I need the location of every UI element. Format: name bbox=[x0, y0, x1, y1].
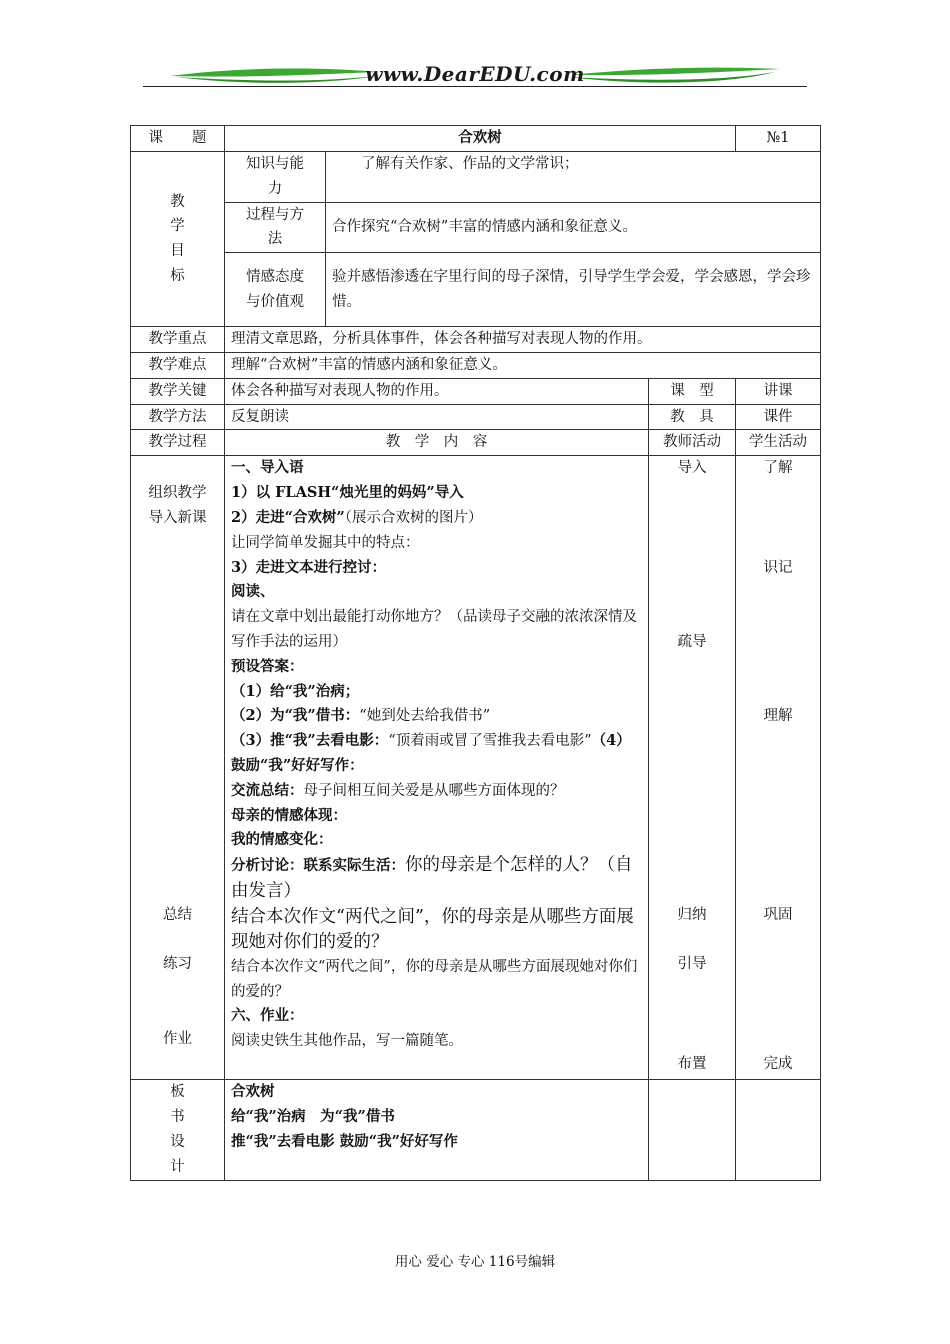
board-label: 板 书 设 计 bbox=[131, 1080, 225, 1180]
content-line: 阅读、 bbox=[231, 583, 275, 601]
method-text: 反复朗读 bbox=[225, 404, 649, 430]
process-label: 教学过程 bbox=[131, 430, 225, 456]
process-body-row bbox=[131, 456, 821, 1080]
content-line: 结合本次作文“两代之间”，你的母亲是从哪些方面展现她对你们的爱的？ bbox=[231, 906, 634, 952]
objective-row-emotion bbox=[131, 253, 821, 327]
content-line: 结合本次作文“两代之间”，你的母亲是从哪些方面展现她对你们的爱的？ bbox=[231, 958, 638, 1000]
teacher-activity: 疏导 bbox=[677, 633, 707, 650]
student-activity: 理解 bbox=[763, 708, 793, 725]
lesson-plan-table bbox=[130, 125, 821, 1181]
stage-intro-1: 组织教学 bbox=[148, 485, 207, 502]
objective-label-knowledge: 知识与能 力 bbox=[225, 152, 326, 203]
lesson-number: №1 bbox=[736, 126, 821, 152]
stage-summary: 总结 bbox=[163, 906, 192, 923]
teacher-activity: 引导 bbox=[677, 956, 707, 973]
board-student-empty bbox=[736, 1080, 821, 1180]
content-line: 分析讨论：联系实际生活：你的母亲是个怎样的人？（自由发言） bbox=[231, 855, 633, 901]
objective-row-process bbox=[131, 202, 821, 253]
objective-label-emotion: 情感态度 与价值观 bbox=[225, 253, 326, 327]
page-footer: 用心 爱心 专心 116号编辑 bbox=[394, 1254, 556, 1270]
content-line: 1）以 FLASH“烛光里的妈妈”导入 bbox=[231, 484, 464, 502]
objective-text-process: 合作探究“合欢树”丰富的情感内涵和象征意义。 bbox=[326, 202, 821, 253]
content-line: 母亲的情感体现： bbox=[231, 806, 347, 824]
key-point-row bbox=[131, 327, 821, 353]
process-header-row bbox=[131, 430, 821, 456]
content-line: 交流总结：母子间相互间关爱是从哪些方面体现的？ bbox=[231, 781, 565, 799]
lesson-type-value: 讲课 bbox=[736, 378, 821, 404]
objective-text-emotion: 验并感悟渗透在字里行间的母子深情，引导学生学会爱，学会感恩，学会珍惜。 bbox=[326, 253, 821, 327]
crux-text: 体会各种描写对表现人物的作用。 bbox=[225, 378, 649, 404]
board-content bbox=[225, 1080, 649, 1180]
content-line: 请在文章中划出最能打动你地方？（品读母子交融的浓浓深情及写作手法的运用） bbox=[231, 609, 637, 650]
teacher-activities bbox=[649, 456, 736, 1080]
topic-label: 课 题 bbox=[131, 126, 225, 152]
content-line: 3）走进文本进行控讨： bbox=[231, 558, 387, 576]
content-line: （2）为“我”借书：“她到处去给我借书” bbox=[231, 707, 491, 725]
method-row bbox=[131, 404, 821, 430]
difficulty-row bbox=[131, 352, 821, 378]
stage-practice: 练习 bbox=[163, 956, 192, 973]
teacher-activity-header: 教师活动 bbox=[649, 430, 736, 456]
content-line: 六、作业： bbox=[231, 1007, 304, 1025]
objectives-label: 教 学 目 标 bbox=[131, 152, 225, 327]
objective-row-knowledge bbox=[131, 152, 821, 203]
student-activity-header: 学生活动 bbox=[736, 430, 821, 456]
student-activity: 巩固 bbox=[763, 906, 793, 923]
content-line: 一、导入语 bbox=[231, 459, 304, 477]
board-line: 合欢树 bbox=[231, 1083, 275, 1101]
process-content bbox=[225, 456, 649, 1080]
content-line: 我的情感变化： bbox=[231, 831, 333, 849]
logo-text: www.DearEDU.com bbox=[365, 62, 585, 86]
tools-label: 教 具 bbox=[649, 404, 736, 430]
student-activity: 识记 bbox=[763, 559, 793, 576]
board-design-row bbox=[131, 1080, 821, 1180]
stage-intro-2: 导入新课 bbox=[148, 509, 207, 526]
content-line: 预设答案： bbox=[231, 657, 304, 675]
difficulty-label: 教学难点 bbox=[131, 352, 225, 378]
student-activity: 完成 bbox=[763, 1055, 793, 1072]
process-stages bbox=[131, 456, 225, 1080]
teacher-activity: 导入 bbox=[677, 460, 707, 477]
objective-text-knowledge: 了解有关作家、作品的文学常识； bbox=[326, 152, 821, 203]
content-line: （3）推“我”去看电影：“顶着雨或冒了雪推我去看电影”（4）鼓励“我”好好写作： bbox=[231, 732, 631, 774]
tools-value: 课件 bbox=[736, 404, 821, 430]
objective-label-process: 过程与方 法 bbox=[225, 202, 326, 253]
key-point-text: 理清文章思路，分析具体事件，体会各种描写对表现人物的作用。 bbox=[225, 327, 821, 353]
crux-row bbox=[131, 378, 821, 404]
content-line: 阅读史铁生其他作品，写一篇随笔。 bbox=[231, 1033, 463, 1050]
teacher-activity: 布置 bbox=[677, 1055, 707, 1072]
content-line: 2）走进“合欢树”（展示合欢树的图片） bbox=[231, 508, 483, 526]
content-line: （1）给“我”治病； bbox=[231, 682, 360, 700]
difficulty-text: 理解“合欢树”丰富的情感内涵和象征意义。 bbox=[225, 352, 821, 378]
board-line: 推“我”去看电影 鼓励“我”好好写作 bbox=[231, 1132, 458, 1150]
key-point-label: 教学重点 bbox=[131, 327, 225, 353]
method-label: 教学方法 bbox=[131, 404, 225, 430]
board-teacher-empty bbox=[649, 1080, 736, 1180]
stage-homework: 作业 bbox=[163, 1030, 192, 1047]
lesson-type-label: 课 型 bbox=[649, 378, 736, 404]
crux-label: 教学关键 bbox=[131, 378, 225, 404]
content-line: 让同学简单发掘其中的特点： bbox=[231, 534, 420, 551]
student-activities bbox=[736, 456, 821, 1080]
teacher-activity: 归纳 bbox=[677, 906, 707, 923]
header-rule bbox=[143, 86, 807, 87]
site-logo bbox=[140, 60, 810, 92]
topic-row bbox=[131, 126, 821, 152]
content-header: 教 学 内 容 bbox=[225, 430, 649, 456]
topic-title: 合欢树 bbox=[225, 126, 736, 152]
student-activity: 了解 bbox=[763, 460, 793, 477]
board-line: 给“我”治病 为“我”借书 bbox=[231, 1108, 395, 1126]
